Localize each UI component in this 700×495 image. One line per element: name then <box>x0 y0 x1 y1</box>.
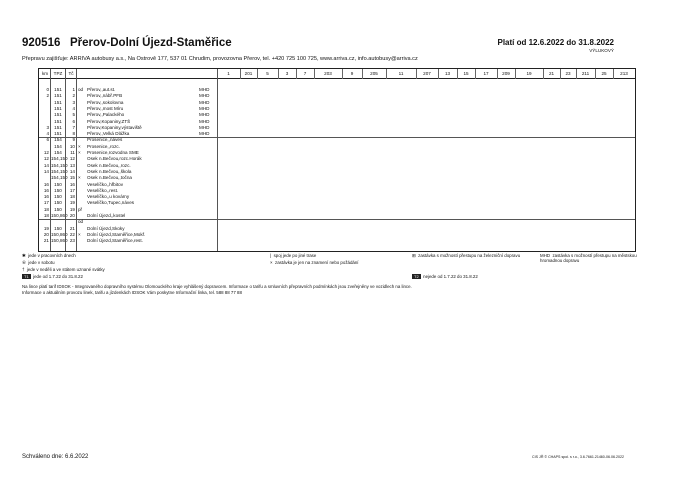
stop-mark: × <box>78 175 81 181</box>
stop-name: Přerov,Kopaniny,ZTŠ <box>87 118 131 124</box>
stop-km: 17 <box>43 200 49 206</box>
trip-number: 213 <box>620 71 628 76</box>
legend-mhd: MHD zastávka s možností přestupu na městskou hromadnou dopravu <box>540 253 637 263</box>
stop-flag: MHD <box>199 112 210 118</box>
col-tc: Tč <box>68 71 74 76</box>
stop-flag: MHD <box>199 93 210 99</box>
stop-tc: 13 <box>69 162 75 168</box>
stop-name: Přerov,,aut.st. <box>87 87 116 92</box>
stop-flag: MHD <box>199 124 210 130</box>
stop-mark: př <box>78 206 83 212</box>
legend-workdays: ✱ jede v pracovních dnech <box>22 253 76 258</box>
validity-period: Platí od 12.6.2022 do 31.8.2022 <box>497 38 614 47</box>
stop-name: Přerov,,Velká Dlážka <box>87 131 130 137</box>
stop-tc: 23 <box>69 238 75 244</box>
stop-tpz: 151 <box>54 112 62 118</box>
stop-flag: MHD <box>199 99 210 105</box>
stop-tpz: 151 <box>54 131 62 137</box>
stop-tpz: 150 <box>54 187 62 193</box>
stop-tc: 21 <box>69 225 75 231</box>
stop-tpz: 154,150 <box>51 168 68 174</box>
stop-tc: 19 <box>69 200 75 206</box>
stop-name: Prosenice,rozvodna SME <box>87 150 139 155</box>
trip-number: 5 <box>266 71 269 76</box>
stop-tc: 7 <box>72 124 75 130</box>
stop-km: 16 <box>43 194 49 200</box>
stop-tc: 16 <box>69 181 75 187</box>
stop-flag: MHD <box>199 105 210 111</box>
trip-number: 211 <box>581 71 590 76</box>
operator-info: Přepravu zajišťuje: ARRIVA autobusy a.s., Na Ostrově 177, 537 01 Chrudim, provozovna Přerov, tel. +420 725 100 725, www.arriva.cz, info.autobusy@arriva.cz <box>22 56 418 62</box>
trip-number: 3 <box>285 71 289 76</box>
timetable <box>38 68 636 252</box>
stop-name: Osek n.Bečvou,,točna <box>87 175 132 181</box>
note-infoline: Informace o aktuálním provozu linek, tarifu a jízdenkách IDSOK Vám poskytne Informační linka, tel. 588 88 77 88 <box>22 290 242 295</box>
stop-tc: 3 <box>72 99 75 105</box>
stop-tpz: 150,860 <box>51 231 68 237</box>
stop-name: Přerov,,most Míru <box>87 105 124 111</box>
col-km: km <box>41 71 49 76</box>
stop-mark: od <box>78 219 84 225</box>
stop-tpz: 154,150 <box>51 162 68 168</box>
stop-name: Přerov,,Palackého <box>87 112 125 118</box>
line-title <box>22 37 232 49</box>
trip-number: 15 <box>463 71 469 76</box>
stop-tpz: 154 <box>54 143 62 149</box>
trip-number: 17 <box>483 71 489 76</box>
stop-tpz: 151 <box>54 118 62 124</box>
stop-flag: MHD <box>199 87 210 92</box>
trip-number: 209 <box>502 71 510 76</box>
stop-tc: 19 <box>69 206 75 212</box>
stop-tc: 22 <box>69 231 75 237</box>
legend-train: ⊞ zastávka s možností přestupu na železniční dopravu <box>412 253 521 258</box>
stop-km: 20 <box>43 231 49 237</box>
stop-name: Dolní Újezd,Staměřice,rest. <box>87 238 143 244</box>
trip-number: 203 <box>324 71 332 76</box>
stop-km: 3 <box>46 124 49 130</box>
stop-mark: × <box>78 150 81 155</box>
print-info: CIS JŘ © CHAPS spol. s r.o., 3.6.7661.21460-06.06.2022 <box>532 455 624 459</box>
stop-tpz: 151 <box>54 87 62 92</box>
stop-name: Přerov,,sokolovna <box>87 99 124 105</box>
stop-km: 4 <box>46 131 49 137</box>
stop-km: 0 <box>46 87 49 92</box>
line-name: Přerov-Dolní Újezd-Staměřice <box>69 37 232 49</box>
stop-name: Veselíčko,Tupec,náves <box>87 200 135 206</box>
legend-saturday: ⑥ jede v sobotu <box>22 260 55 265</box>
stop-tc: 12 <box>69 156 75 162</box>
trip-number: 19 <box>526 71 532 76</box>
legend-other-route: | spoj jede po jiné trase <box>270 253 317 258</box>
stop-tc: 15 <box>69 175 75 181</box>
legend-t1: T1 jede od 1.7.22 do 31.8.22 <box>24 274 83 279</box>
trip-number: 207 <box>423 71 431 76</box>
legend-t2: T2 nejede od 1.7.22 do 31.8.22 <box>414 274 478 279</box>
stop-tc: 10 <box>69 143 75 149</box>
stop-tpz: 150 <box>54 200 62 206</box>
stop-mark: od <box>78 87 84 92</box>
stop-name: Dolní Újezd,Staměřice,Mokř. <box>87 231 146 237</box>
stop-tc: 11 <box>70 150 75 155</box>
trip-number: 11 <box>398 71 404 76</box>
stop-tpz: 151 <box>54 105 62 111</box>
stop-tc: 2 <box>72 93 75 99</box>
stop-name: Prosenice,,rozc. <box>87 143 120 149</box>
stop-km: 12 <box>43 150 49 155</box>
stop-mark: × <box>78 231 81 237</box>
stop-km: 2 <box>46 93 49 99</box>
stop-km: 16 <box>43 187 49 193</box>
stop-tpz: 154 <box>54 137 62 143</box>
stop-km: 14 <box>43 162 49 168</box>
stop-name: Veselíčko,,u kovárny <box>87 194 130 200</box>
stop-km: 18 <box>43 213 49 218</box>
trip-number: 23 <box>565 71 571 76</box>
note-tariff: Na lince platí tarif IDSOK - Integrovaného dopravního systému Olomouckého kraje vyhlášený dopravcem. Informace o tarifu a smluvních přepravních podmínkách jsou zveřejněny ve vozidlech na lince. <box>22 284 412 289</box>
stop-tpz: 151 <box>54 93 62 99</box>
stop-km: 6 <box>46 137 49 143</box>
timetable-row <box>39 238 635 244</box>
stop-name: Přerov,,nábř.PFB <box>87 93 123 99</box>
stop-name: Osek n.Bečvou,rozc.Horák <box>87 156 142 162</box>
stop-tc: 8 <box>72 131 75 137</box>
stop-tpz: 150 <box>54 225 62 231</box>
stop-name: Dolní Újezd,,kostel <box>87 213 126 218</box>
stop-tpz: 150 <box>54 194 62 200</box>
stop-name: Dolní Újezd,Skoky <box>87 225 125 231</box>
stop-tpz: 150 <box>54 206 62 212</box>
legend-sunday: † jede v neděli a ve státem uznané svátky <box>22 267 105 272</box>
stop-name: Veselíčko,,rest. <box>87 187 119 193</box>
stop-km: 18 <box>43 206 49 212</box>
validity-note: VÝLUKOVÝ <box>589 48 614 53</box>
line-number: 920516 <box>22 37 61 49</box>
stop-km: 12 <box>43 156 49 162</box>
trip-number: 13 <box>444 71 451 76</box>
stop-tpz: 151 <box>54 124 62 130</box>
stop-name: Prosenice,,náves <box>87 137 123 143</box>
stop-km: 14 <box>43 168 49 174</box>
col-tpz: TPZ <box>53 71 63 76</box>
stop-tc: 20 <box>69 213 75 218</box>
stop-tc: 6 <box>72 118 75 124</box>
stop-tpz: 154 <box>54 150 62 155</box>
stop-km: 16 <box>43 181 49 187</box>
stop-tpz: 150 <box>54 181 62 187</box>
stop-tc: 9 <box>72 137 75 143</box>
stop-tpz: 154,150 <box>51 175 68 181</box>
stop-tpz: 150,860 <box>51 213 68 218</box>
stop-flag: MHD <box>199 131 210 137</box>
stop-name: Veselíčko,,hřbitov <box>87 181 124 187</box>
stop-mark: × <box>78 143 81 149</box>
stop-tc: 4 <box>72 105 75 111</box>
stop-tc: 14 <box>69 168 75 174</box>
stop-tpz: 154,150 <box>51 156 68 162</box>
trip-number: 21 <box>548 71 555 76</box>
trip-number: 9 <box>350 71 354 76</box>
stop-tc: 5 <box>72 112 75 118</box>
trip-number: 1 <box>227 71 230 76</box>
stop-tc: 17 <box>69 187 75 193</box>
trip-number: 205 <box>370 71 378 76</box>
stop-name: Osek n.Bečvou,,škola <box>87 168 132 174</box>
stop-name: Osek n.Bečvou,,rozc. <box>87 162 131 168</box>
trip-number: 7 <box>303 71 307 76</box>
stop-tpz: 150,860 <box>51 238 68 244</box>
stop-name: Přerov,Kopaniny,výstaviště <box>87 124 142 130</box>
stop-km: 19 <box>43 225 49 231</box>
stop-km: 21 <box>43 238 49 244</box>
stop-flag: MHD <box>199 118 210 124</box>
approval-date: Schváleno dne: 6.6.2022 <box>22 454 89 460</box>
legend-request-stop: × zastávka je jen na znamení nebo požádání <box>270 260 359 265</box>
stop-tc: 18 <box>69 194 75 200</box>
stop-tpz: 151 <box>54 99 62 105</box>
stop-tc: 1 <box>72 87 75 92</box>
trip-number: 25 <box>601 71 607 76</box>
trip-number: 201 <box>244 71 253 76</box>
